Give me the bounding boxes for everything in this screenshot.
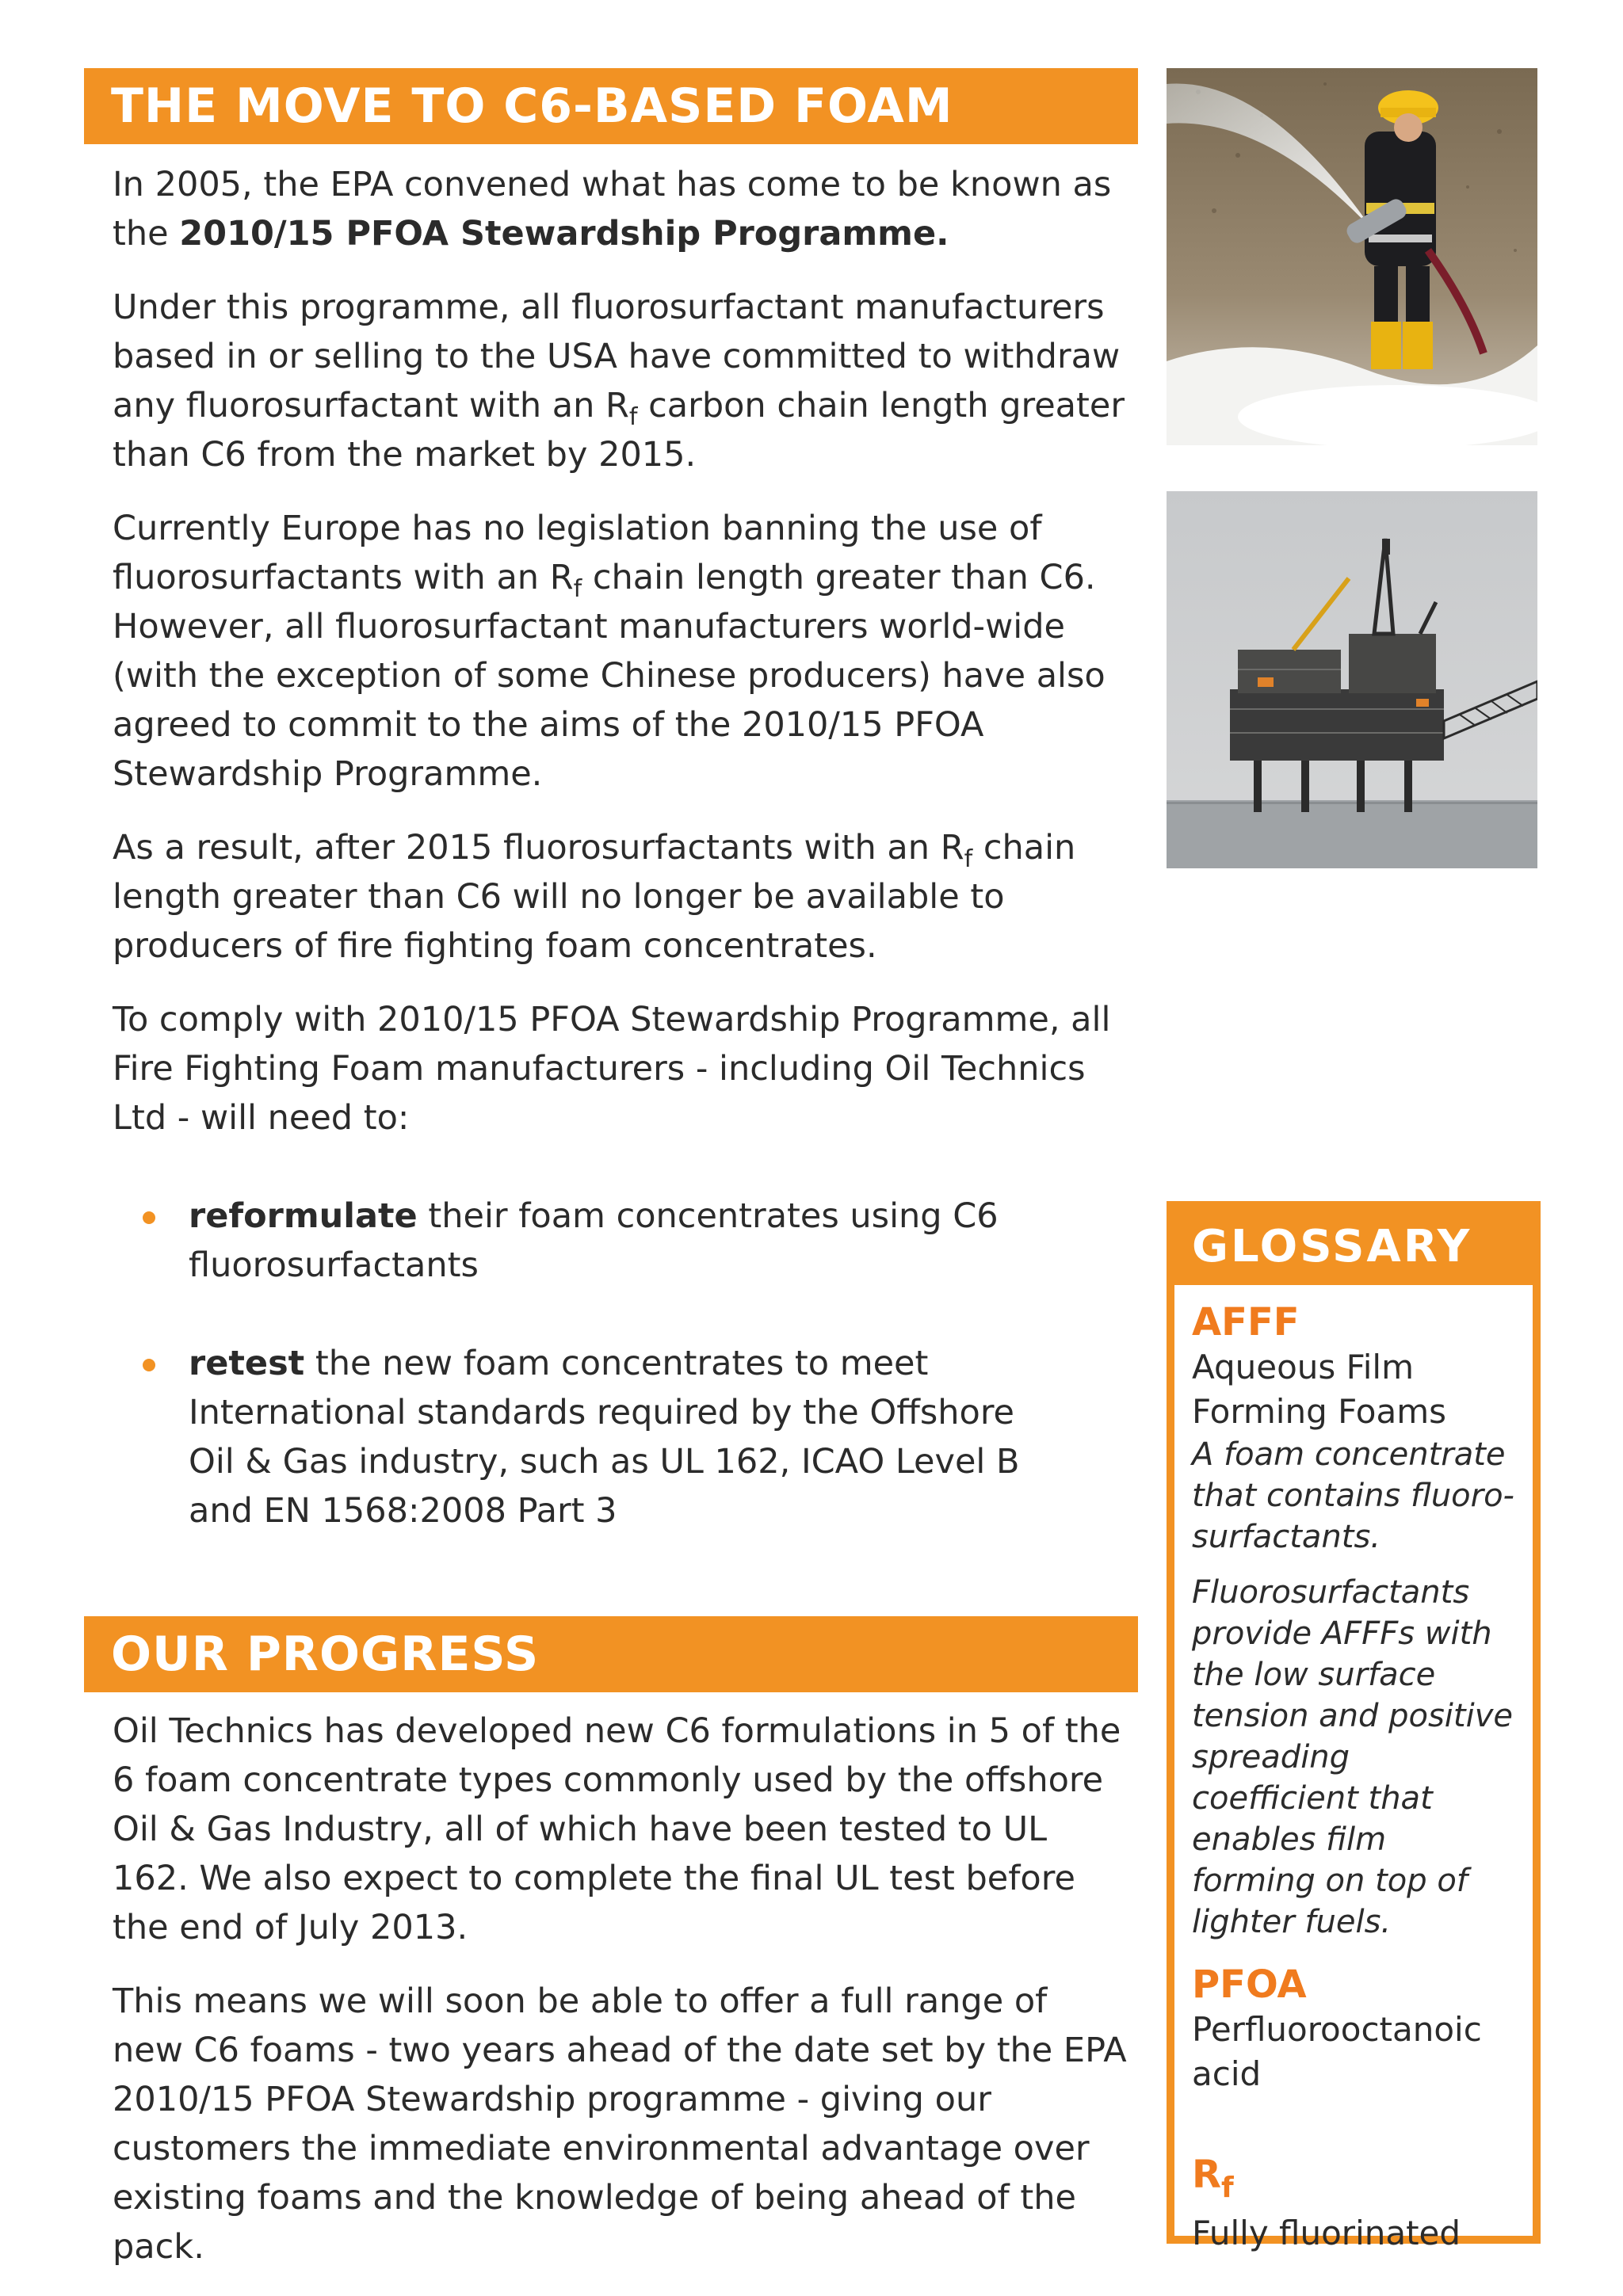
glossary-heading: GLOSSARY bbox=[1174, 1209, 1533, 1285]
requirements-list bbox=[113, 1192, 1032, 1535]
rf-term-subscript: f bbox=[1220, 2172, 1234, 2204]
programme-name-bold: 2010/15 PFOA Stewardship Programme. bbox=[179, 214, 949, 254]
list-item bbox=[113, 1192, 1032, 1290]
glossary-def-afff: Aqueous Film Forming Foams bbox=[1192, 1348, 1446, 1431]
glossary-panel bbox=[1167, 1201, 1541, 2252]
section-heading-move-to-c6: THE MOVE TO C6-BASED FOAM bbox=[84, 68, 1138, 144]
bullet-text: the new foam concentrates to meet International standards required by the Offshore Oil & Gas industry, such as UL 162, ICAO Level B and EN 1568:2008 Part 3 bbox=[189, 1344, 1020, 1531]
intro-text: In 2005, the EPA convened what has come to be known as the bbox=[113, 165, 1112, 254]
programme-text-b: carbon chain length greater than C6 from the market by 2015. bbox=[113, 386, 1125, 475]
bullet-icon bbox=[143, 1359, 155, 1371]
europe-text-b: chain length greater than C6. However, all fluorosurfactant manufacturers world-wide (with the exception of some Chinese producers) have also agreed to commit to the aims of the 2010/15 PFOA Stewardship Programme. bbox=[113, 558, 1106, 794]
paragraph-europe bbox=[113, 504, 1127, 799]
glossary-def-rf: Fully fluorinated bbox=[1192, 2214, 1461, 2252]
glossary-term-rf bbox=[1192, 2152, 1518, 2211]
paragraph-programme bbox=[113, 283, 1127, 479]
glossary-term-pfoa: PFOA bbox=[1192, 1962, 1307, 2007]
bullet-text: their foam concentrates using C6 fluorosurfactants bbox=[189, 1196, 999, 1285]
result-text-b: chain length greater than C6 will no longer be available to producers of fire fighting foam concentrates. bbox=[113, 828, 1076, 966]
bullet-icon bbox=[143, 1211, 155, 1224]
paragraph-intro bbox=[113, 160, 1127, 258]
section1-body bbox=[113, 160, 1127, 1167]
section-heading-our-progress: OUR PROGRESS bbox=[84, 1616, 1138, 1692]
programme-text-a: Under this programme, all fluorosurfactant manufacturers based in or selling to the USA have committed to withdraw any fluorosurfactant with an R bbox=[113, 288, 1121, 425]
rf-subscript: f bbox=[573, 575, 582, 603]
rf-subscript: f bbox=[964, 845, 973, 873]
glossary-term-afff: AFFF bbox=[1192, 1300, 1300, 1344]
paragraph-comply: To comply with 2010/15 PFOA Stewardship Programme, all Fire Fighting Foam manufacturers - including Oil Technics Ltd - will need to: bbox=[113, 1000, 1111, 1138]
list-item bbox=[113, 1339, 1032, 1535]
paragraph-advantage: This means we will soon be able to offer a full range of new C6 foams - two years ahead of the date set by the EPA 2010/15 PFOA Stewardship programme - giving our customers the immediate environmental advantage over existing foams and the knowledge of being ahead of the pack. bbox=[113, 1981, 1127, 2267]
glossary-content bbox=[1174, 1285, 1533, 2256]
offshore-platform-photo bbox=[1167, 491, 1537, 868]
glossary-note-afff: A foam concentrate that contains fluoro-surfactants. bbox=[1192, 1436, 1514, 1555]
europe-text-a: Currently Europe has no legislation banning the use of fluorosurfactants with an R bbox=[113, 509, 1042, 597]
rf-term-letter: R bbox=[1192, 2153, 1221, 2197]
paragraph-progress: Oil Technics has developed new C6 formulations in 5 of the 6 foam concentrate types commonly used by the offshore Oil & Gas Industry, all of which have been tested to UL 162. We also expect to complete the final UL test before the end of July 2013. bbox=[113, 1711, 1121, 1947]
bullet-bold: retest bbox=[189, 1344, 305, 1383]
paragraph-result bbox=[113, 823, 1127, 971]
section2-body bbox=[113, 1707, 1127, 2296]
result-text-a: As a result, after 2015 fluorosurfactants with an R bbox=[113, 828, 964, 868]
bullet-bold: reformulate bbox=[189, 1196, 418, 1236]
glossary-def-pfoa: Perfluorooctanoic acid bbox=[1192, 2010, 1482, 2093]
firefighter-photo bbox=[1167, 68, 1537, 445]
glossary-note-fluorosurfactants: Fluorosurfactants provide AFFFs with the low surface tension and positive spreading coefficient that enables film forming on top of lighter fuels. bbox=[1192, 1574, 1513, 1940]
rf-subscript: f bbox=[628, 403, 638, 431]
